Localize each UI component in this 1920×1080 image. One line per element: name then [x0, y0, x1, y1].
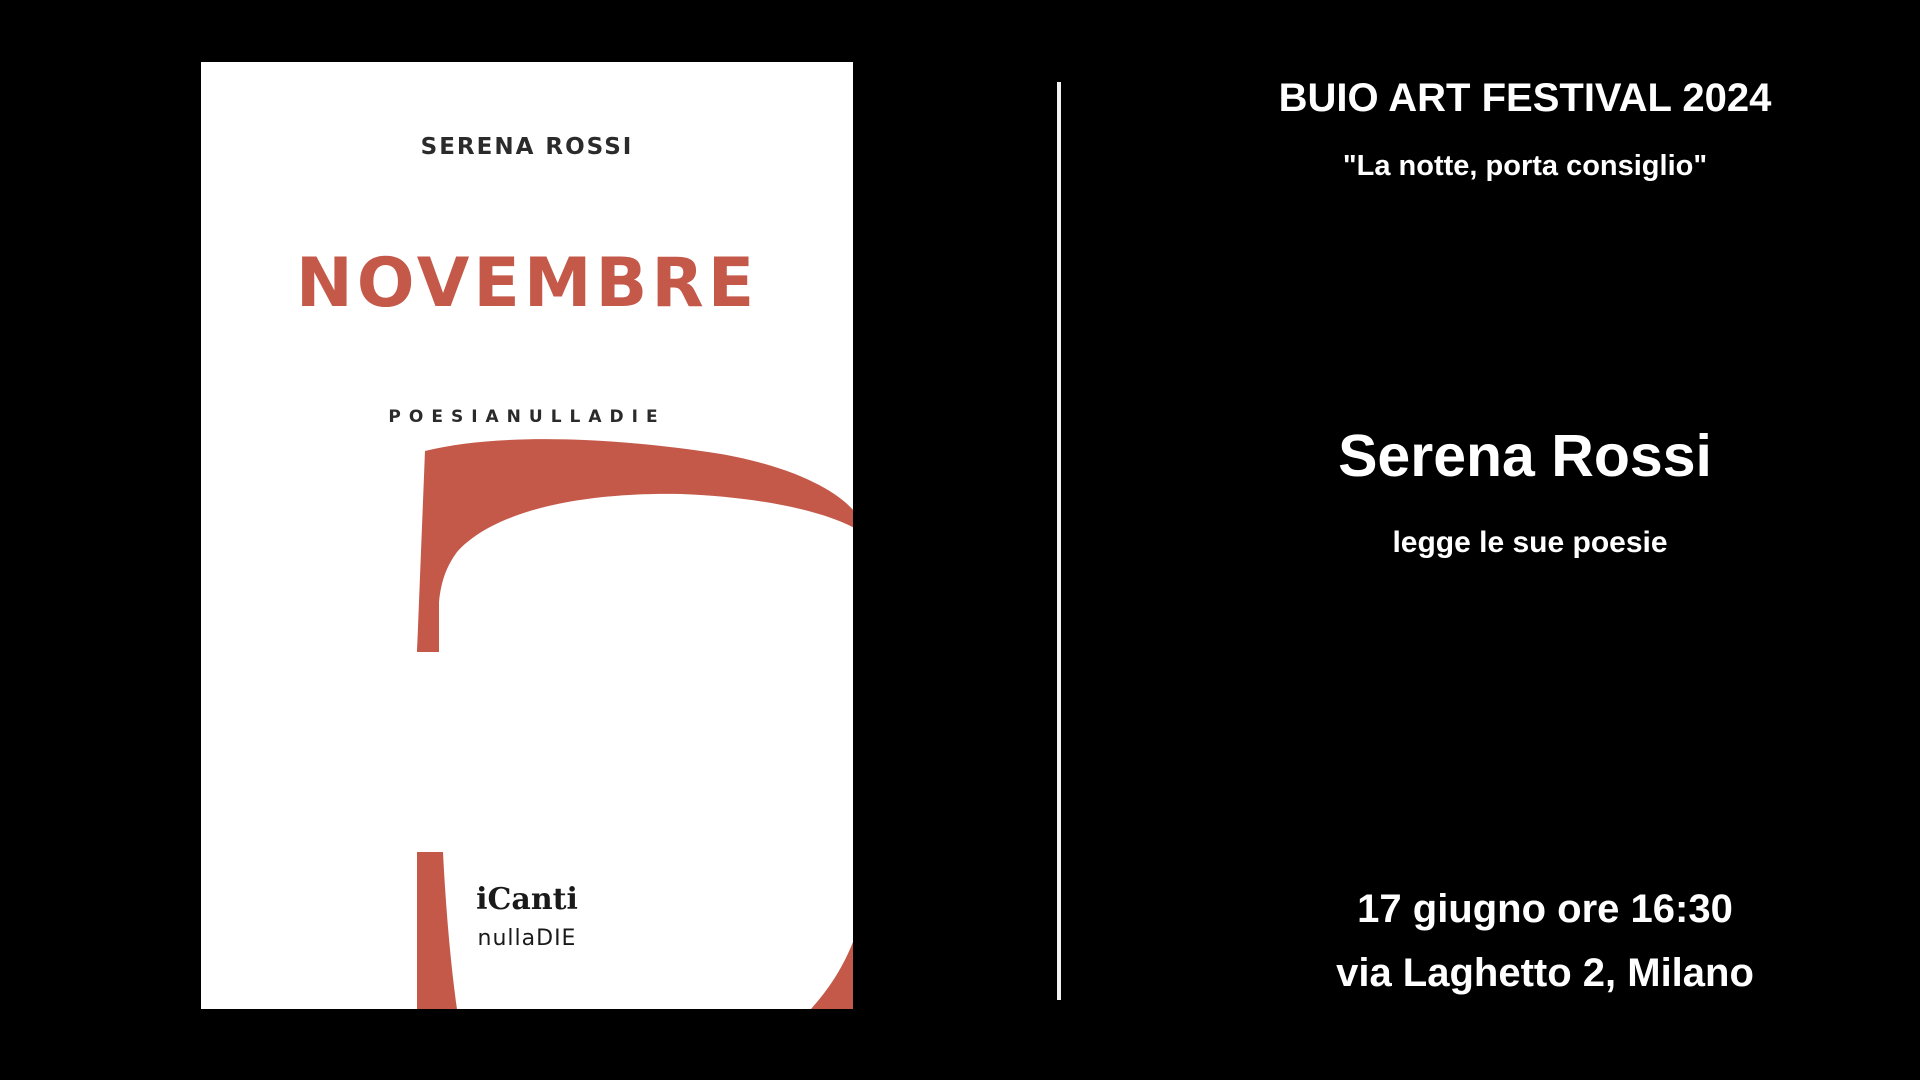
cover-series: POESIANULLADIE [388, 407, 666, 427]
vertical-divider [1057, 82, 1061, 1000]
book-cover [201, 62, 853, 1009]
event-datetime: 17 giugno ore 16:30 [1357, 887, 1733, 931]
performance-description: legge le sue poesie [1392, 526, 1668, 559]
performer-name: Serena Rossi [1338, 423, 1712, 489]
cover-publisher: iCanti [476, 882, 578, 917]
festival-motto: "La notte, porta consiglio" [1342, 150, 1708, 182]
cover-imprint-logo: nullaDIE [477, 926, 577, 951]
cover-author: SERENA ROSSI [420, 134, 634, 160]
festival-title: BUIO ART FESTIVAL 2024 [1278, 76, 1772, 120]
event-address: via Laghetto 2, Milano [1336, 951, 1754, 995]
cover-numeral-art [201, 62, 853, 1009]
cover-title: NOVEMBRE [295, 244, 759, 323]
